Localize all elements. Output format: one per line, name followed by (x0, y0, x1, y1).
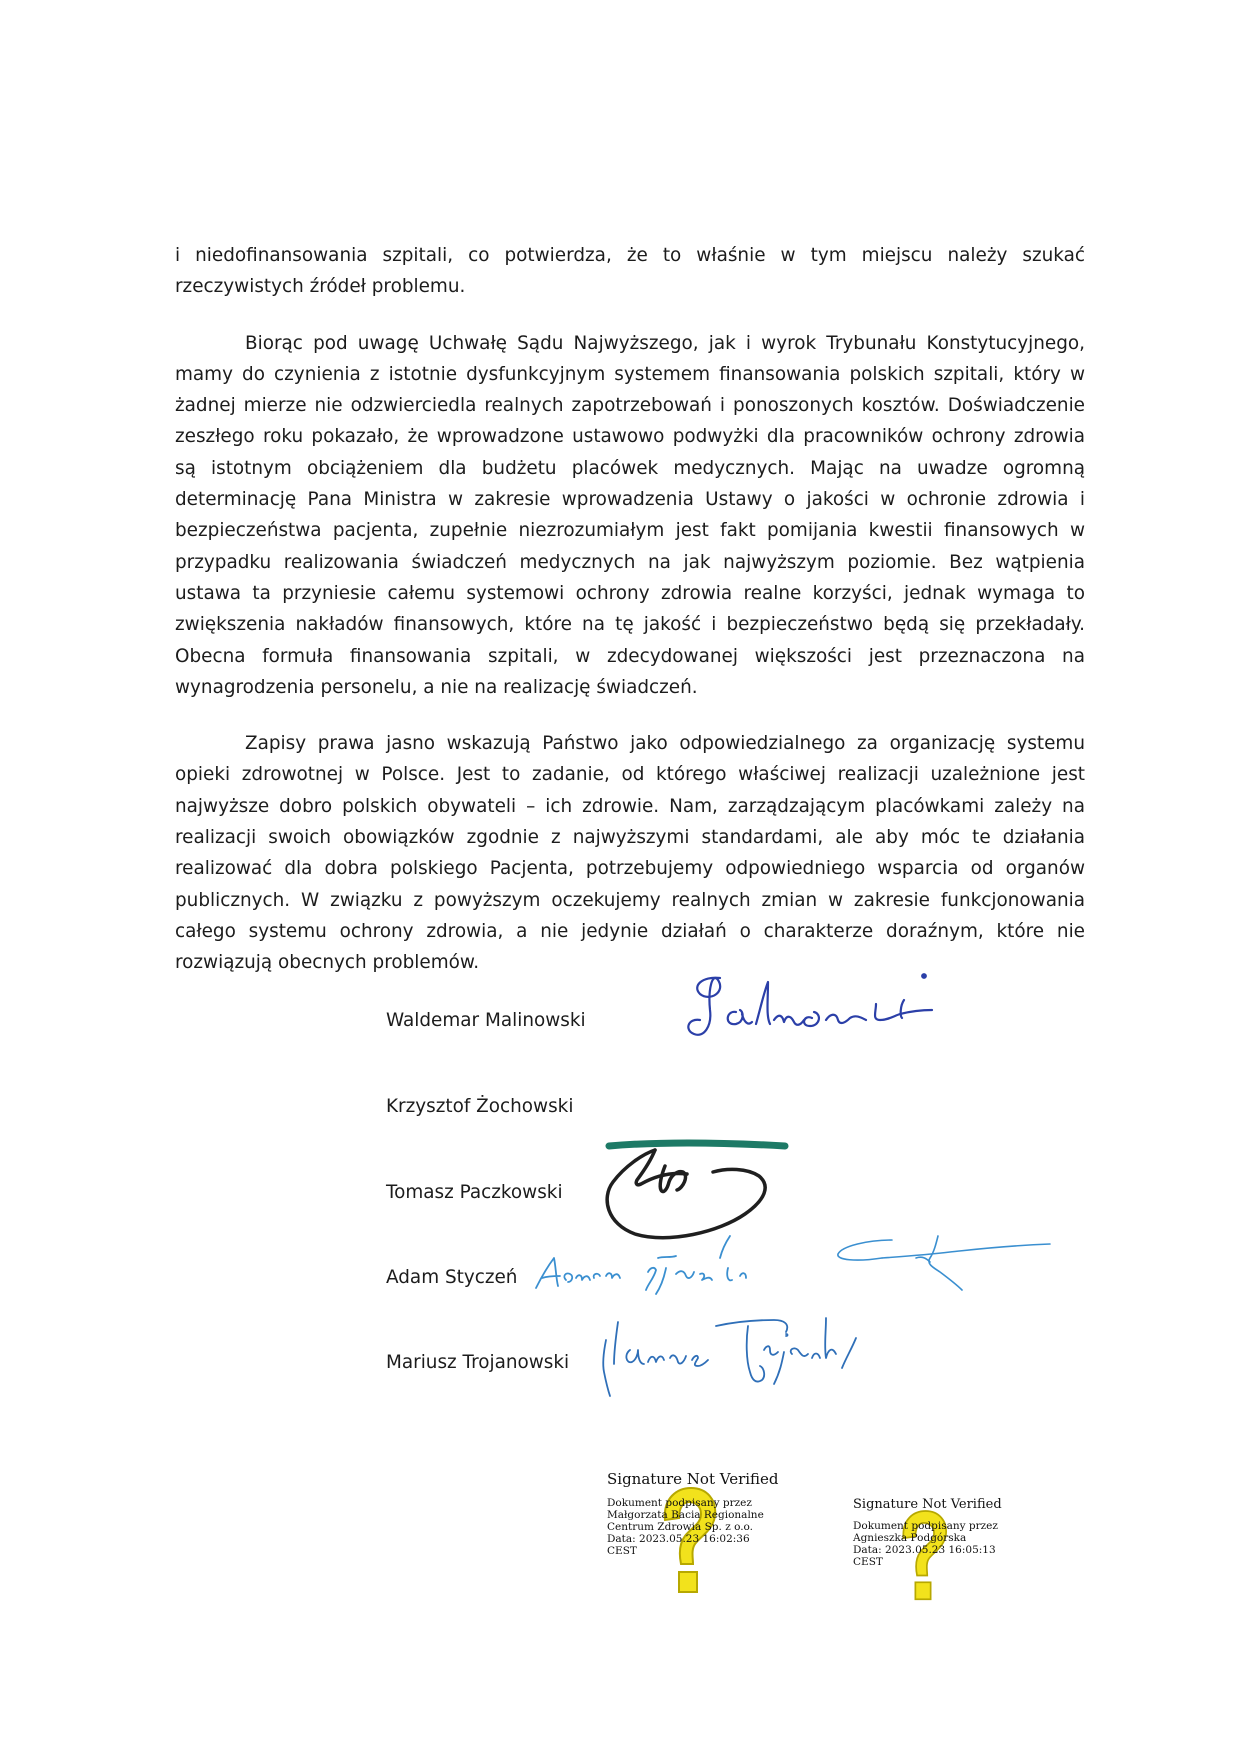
paragraph-state-responsibility: Zapisy prawa jasno wskazują Państwo jako odpowiedzialnego za organizację systemu opieki zdrowotnej w Polsce. Jest to zadanie, od którego właściwej realizacji uzależnione jest najwyższe dobro polskich obywateli – ich zdrowie. Nam, zarządzającym placówkami zależy na realizacji swoich obowiązków zgodnie z najwyższymi standardami, ale aby móc te działania realizować dla dobra polskiego Pacjenta, potrzebujemy odpowiedniego wsparcia od organów publicznych. W związku z powyższym oczekujemy realnych zmian w zakresie funkcjonowania całego systemu ochrony zdrowia, a nie jedynie działań o charakterze doraźnym, które nie rozwiązują obecnych problemów. (175, 733, 1085, 974)
signature-detail-line: CEST (853, 1556, 883, 1568)
signature-detail-line: Data: 2023.05.23 16:02:36 (607, 1533, 750, 1545)
signature-status-title: Signature Not Verified (853, 1497, 1002, 1512)
signature-detail-line: Małgorzata Bacia Regionalne (607, 1509, 764, 1521)
handwritten-signature-styczen (530, 1228, 1090, 1298)
signature-details (607, 1497, 779, 1557)
handwritten-signature-trojanowski (594, 1310, 894, 1400)
handwritten-signature-malinowski (680, 970, 1020, 1050)
electronic-signature-stamp-1 (607, 1470, 779, 1557)
signatory-name-paczkowski: Tomasz Paczkowski (386, 1182, 563, 1203)
paragraph-financing-system: Biorąc pod uwagę Uchwałę Sądu Najwyższego, jak i wyrok Trybunału Konstytucyjnego, mamy do czynienia z istotnie dysfunkcyjnym systemem finansowania polskich szpitali, który w żadnej mierze nie odzwierciedla realnych zapotrzebowań i ponoszonych kosztów. Doświadczenie zeszłego roku pokazało, że wprowadzone ustawowo podwyżki dla pracowników ochrony zdrowia są istotnym obciążeniem dla budżetu placówek medycznych. Mając na uwadze ogromną determinację Pana Ministra w zakresie wprowadzenia Ustawy o jakości w ochronie zdrowia i bezpieczeństwa pacjenta, zupełnie niezrozumiałym jest fakt pomijania kwestii finansowych w przypadku realizowania świadczeń medycznych na jak najwyższym poziomie. Bez wątpienia ustawa ta przyniesie całemu systemowi ochrony zdrowia realne korzyści, jednak wymaga to zwiększenia nakładów finansowych, które na tę jakość i bezpieczeństwo będą się przekładały. Obecna formuła finansowania szpitali, w zdecydowanej większości jest przeznaczona na wynagrodzenia personelu, a nie na realizację świadczeń. (175, 332, 1085, 698)
paragraph-continuation: i niedofinansowania szpitali, co potwierdza, że to właśnie w tym miejscu należy szukać rzeczywistych źródeł problemu. (175, 245, 1085, 298)
signature-detail-line: Centrum Zdrowia Sp. z o.o. (607, 1521, 754, 1533)
signatory-name-malinowski: Waldemar Malinowski (386, 1010, 586, 1031)
signature-detail-line: CEST (607, 1545, 637, 1557)
signatory-name-zochowski: Krzysztof Żochowski (386, 1096, 574, 1117)
signature-detail-line: Data: 2023.05.23 16:05:13 (853, 1544, 996, 1556)
signature-details (853, 1520, 1002, 1568)
electronic-signature-stamp-2 (853, 1497, 1002, 1568)
signature-detail-line: Agnieszka Podgórska (853, 1532, 967, 1544)
signatory-name-trojanowski: Mariusz Trojanowski (386, 1352, 570, 1373)
signature-detail-line: Dokument podpisany przez (607, 1497, 752, 1509)
letter-body (175, 240, 1085, 1004)
signature-status-title: Signature Not Verified (607, 1470, 779, 1488)
signatory-name-styczen: Adam Styczeń (386, 1267, 518, 1288)
signature-detail-line: Dokument podpisany przez (853, 1520, 998, 1532)
